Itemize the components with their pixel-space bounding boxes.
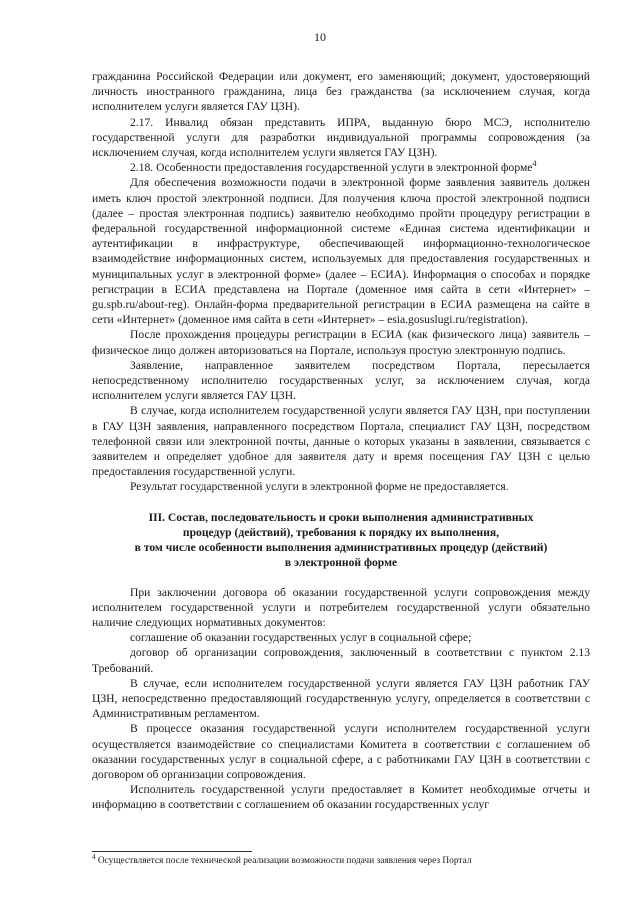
paragraph: В процессе оказания государственной услуги исполнителем государственной услуги осуществляется взаимодействие со специалистами Комитета в соответствии с соглашением об оказании государственных услуг в социальной сфере, а с работниками ГАУ ЦЗН в соответствии с договором об организации сопровождения. — [92, 722, 590, 781]
paragraph-section-2-18 — [92, 160, 590, 175]
paragraph: Результат государственной услуги в электронной форме не предоставляется. — [130, 480, 509, 494]
list-item: соглашение об оказании государственных услуг в социальной сфере; — [130, 631, 472, 645]
document-body — [92, 69, 590, 813]
paragraph: Заявление, направленное заявителем посредством Портала, пересылается непосредственному исполнителю государственных услуг, за исключением случая, когда исполнителем услуги является ГАУ ЦЗН. — [92, 358, 590, 403]
heading-line: в электронной форме — [284, 556, 398, 570]
list-item: договор об организации сопровождения, заключенный в соответствии с пунктом 2.13 Требований. — [92, 646, 590, 675]
heading-line: III. Состав, последовательность и сроки выполнения административных — [148, 510, 534, 524]
footnote — [92, 852, 590, 867]
page-number: 10 — [314, 30, 326, 44]
footnote-text: Осуществляется после технической реализации возможности подачи заявления через Портал — [97, 856, 472, 866]
footnote-divider — [92, 851, 252, 852]
paragraph: При заключении договора об оказании государственной услуги сопровождения между исполнителем государственной услуги и потребителем государственной услуги обязательно наличие следующих нормативных документов: — [92, 585, 590, 629]
footnote-reference[interactable]: 4 — [532, 159, 537, 169]
paragraph: 2.17. Инвалид обязан представить ИПРА, выданную бюро МСЭ, исполнителю государственной услуги для разработки индивидуальной программы сопровождения (за исключением случая, когда исполнителем услуги является ГАУ ЦЗН). — [92, 115, 590, 160]
paragraph: Для обеспечения возможности подачи в электронной форме заявления заявитель должен иметь ключ простой электронной подписи. Для получения ключа простой электронной подписи (далее – простая электронная подпись) заявителю необходимо пройти процедуру регистрации в федеральной государственной информационной системе «Единая система идентификации и аутентификации в инфраструктуре, обеспечивающей информационно-технологическое взаимодействие информационных систем, используемых для предоставления государственных и муниципальных услуг в электронной форме» (далее – ЕСИА). Информация о способах и порядке регистрации в ЕСИА представлена на Портале (доменное имя сайта в сети «Интернет» – gu.spb.ru/about-reg). Онлайн-форма предварительной регистрации в ЕСИА размещена на сайте в сети «Интернет» (доменное имя сайта в сети «Интернет» – esia.gosuslugi.ru/registration). — [92, 176, 590, 327]
heading-line: в том числе особенности выполнения административных процедур (действий) — [134, 541, 548, 555]
paragraph: гражданина Российской Федерации или документ, его заменяющий; документ, удостоверяющий личность иностранного гражданина, лица без гражданства (за исключением случая, когда исполнителем услуги является ГАУ ЦЗН). — [92, 70, 590, 114]
footnote-number: 4 — [92, 852, 96, 861]
section-title: 2.18. Особенности предоставления государственной услуги в электронной форме — [130, 161, 533, 175]
paragraph: Исполнитель государственной услуги предоставляет в Комитет необходимые отчеты и информацию в соответствии с соглашением об оказании государственных услуг — [92, 783, 590, 812]
paragraph: В случае, когда исполнителем государственной услуги является ГАУ ЦЗН, при поступлении в ГАУ ЦЗН заявления, направленного посредством Портала, специалист ГАУ ЦЗН, посредством телефонной связи или электронной почты, данные о которых указаны в заявлении, связывается с заявителем и определяет удобное для заявителя дату и время посещения ГАУ ЦЗН с целью предоставления государственной услуги. — [92, 404, 590, 479]
section-heading — [92, 510, 590, 571]
heading-line: процедур (действий), требования к порядку их выполнения, — [182, 525, 500, 539]
paragraph: После прохождения процедуры регистрации в ЕСИА (как физического лица) заявитель – физическое лицо должен авторизоваться на Портале, используя простую электронную подпись. — [92, 328, 590, 357]
paragraph: В случае, если исполнителем государственной услуги является ГАУ ЦЗН работник ГАУ ЦЗН, непосредственно предоставляющий государственную услугу, определяется в соответствии с Административным регламентом. — [92, 676, 590, 721]
